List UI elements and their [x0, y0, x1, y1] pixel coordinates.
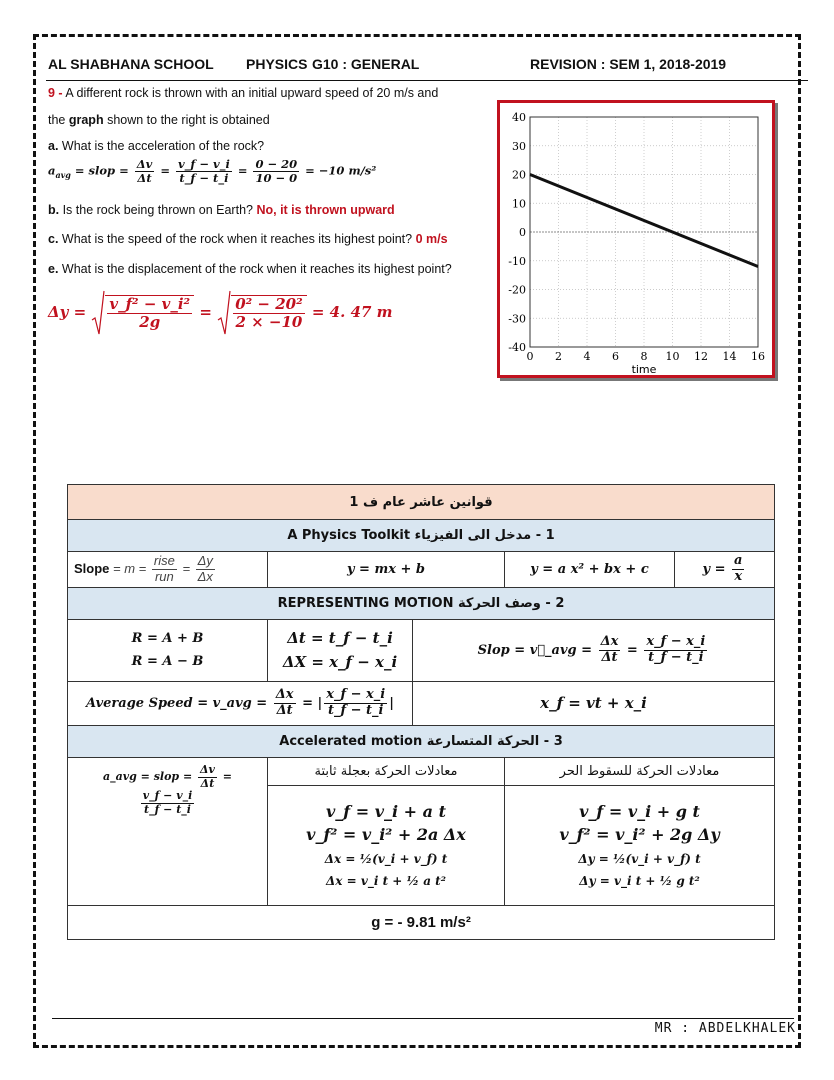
slope-cell: Slope = m = $\frac{\text{rise}}{\text{run}}$ = $\frac{\Delta y}{\Delta x}$ — [68, 552, 268, 588]
section-2-row — [68, 587, 775, 619]
equals-sign: = — [199, 303, 212, 321]
part-b-question — [48, 203, 395, 217]
author-footer: MR : ABDELKHALEK — [654, 1021, 796, 1036]
part-c-label: c. — [48, 232, 59, 246]
question-text-a: the — [48, 113, 69, 127]
section-3-title: 3 - الحركة المتسارعة Accelerated motion — [68, 725, 775, 757]
aavg-cell: a_avg = slop = $\frac{\Delta v}{\Delta t}$ = $\frac{v\_f - v\_i}{t\_f - t\_i}$ — [68, 757, 268, 905]
revision-label: REVISION : SEM 1, 2018-2019 — [530, 56, 727, 72]
fraction-values — [253, 158, 299, 185]
aavg-frac-1 — [198, 764, 217, 790]
delta-cell — [268, 619, 413, 681]
x-tick-label: 4 — [583, 350, 591, 363]
physics-laws-table — [67, 484, 775, 940]
fraction-vf2-vi2 — [107, 296, 192, 332]
frac-num: Δv — [200, 762, 215, 776]
vector-difference: R = A − B — [131, 654, 204, 670]
aavg-symbol: a — [48, 163, 56, 178]
x-tick-label: 12 — [694, 350, 708, 363]
gravity-value: g = - 9.81 m/s² — [68, 905, 775, 939]
constant-acceleration-equations — [268, 785, 505, 905]
laws-title-row — [68, 485, 775, 520]
free-fall-equations — [505, 785, 775, 905]
fraction-dv-dt — [135, 158, 155, 185]
vector-sum: R = A + B — [131, 631, 204, 647]
fraction-values-e — [233, 296, 304, 332]
vector-cell — [68, 619, 268, 681]
question-line-1 — [48, 86, 438, 100]
part-b-text: Is the rock being thrown on Earth? — [59, 203, 253, 217]
delta-t: Δt = t_f − t_i — [287, 629, 393, 648]
frac-den: t_f − t_i — [144, 802, 191, 816]
x-tick-label: 16 — [751, 350, 765, 363]
laws-title: قوانين عاشر عام ف 1 — [68, 485, 775, 520]
frac-den: Δx — [197, 568, 213, 584]
frac-num: x_f − x_i — [646, 633, 706, 649]
aavg-left: a_avg = slop = — [103, 770, 196, 784]
frac-num: v_f − v_i — [142, 789, 193, 803]
ca-eq-1: v_f = v_i + a t — [326, 802, 446, 822]
section-3-row — [68, 725, 775, 757]
frac-num: v_f² − v_i² — [109, 294, 191, 313]
frac-den: Δt — [601, 649, 618, 665]
acceleration-result: = −10 m/s² — [305, 163, 377, 178]
part-e-text: What is the displacement of the rock when it reaches its highest point? — [58, 262, 452, 276]
avg-speed-left: Average Speed = v_avg = — [86, 695, 272, 711]
y-tick-label: -10 — [508, 254, 526, 268]
header-divider — [46, 80, 808, 81]
ff-eq-1: v_f = v_i + g t — [579, 802, 700, 822]
question-number: 9 - — [48, 86, 63, 100]
slope-label: Slope — [74, 560, 110, 576]
school-name: AL SHABHANA SCHOOL — [48, 56, 214, 72]
frac-num: Δx — [600, 633, 619, 649]
quadratic-equation: y = a x² + bx + c — [505, 552, 675, 588]
x-tick-label: 14 — [722, 350, 737, 363]
part-a-question — [48, 139, 264, 153]
aavg-subscript: avg — [55, 170, 71, 181]
y-tick-label: 10 — [512, 197, 526, 211]
frac-num: Δx — [275, 686, 294, 702]
avg-speed-frac-1 — [274, 688, 296, 719]
frac-den: Δt — [200, 776, 215, 790]
page-header — [48, 56, 808, 78]
y-tick-label: -30 — [508, 312, 526, 326]
ca-eq-4: Δx = v_i t + ½ a t² — [326, 874, 446, 889]
x-tick-label: 8 — [640, 350, 648, 363]
part-a-label: a. — [48, 139, 59, 153]
velocity-time-chart — [497, 100, 775, 378]
ff-eq-2: v_f² = v_i² + 2g Δy — [559, 825, 720, 845]
vavg-frac-2 — [644, 635, 707, 666]
part-c-question — [48, 232, 448, 246]
x-tick-label: 10 — [665, 350, 680, 363]
toolkit-row — [68, 552, 775, 588]
vavg-frac-1 — [599, 635, 621, 666]
constant-acceleration-title: معادلات الحركة بعجلة ثابتة — [268, 757, 505, 785]
frac-num: a — [734, 553, 743, 568]
delta-y-symbol: Δy = — [48, 303, 87, 321]
avg-speed-frac-2 — [324, 688, 387, 719]
frac-den: t_f − t_i — [179, 171, 229, 186]
accel-header-row — [68, 757, 775, 785]
footer-divider — [52, 1018, 794, 1019]
rise-run — [152, 554, 177, 585]
frac-den: Δt — [276, 702, 293, 718]
gravity-row — [68, 905, 775, 939]
frac-num: rise — [153, 553, 175, 568]
slop-text: = slop = — [70, 163, 133, 178]
slope-eq: = m = — [109, 560, 150, 576]
fraction-vf-vi — [176, 158, 232, 185]
x-tick-label: 0 — [526, 350, 534, 363]
ff-eq-4: Δy = v_i t + ½ g t² — [579, 874, 700, 889]
part-e-equation — [48, 290, 393, 336]
section-1-title: 1 - مدخل الى الفيزياء A Physics Toolkit — [68, 520, 775, 552]
question-line-2 — [48, 113, 270, 127]
part-a-equation: $a_{avg}$ = slop = $\frac{\Delta v}{\Delta t}$ = $\frac{v\_f - v\_i}{t\_f - t\_i}$ = $\frac{0 - 20}{10 - 0}$ = −10 m/s² — [48, 157, 377, 186]
frac-den: 2 × −10 — [235, 313, 303, 331]
frac-num: v_f − v_i — [178, 157, 230, 171]
part-e-question — [48, 262, 452, 276]
frac-den: 10 − 0 — [255, 171, 298, 186]
frac-den: t_f − t_i — [327, 702, 384, 718]
part-c-text: What is the speed of the rock when it reaches its highest point? — [58, 232, 413, 246]
motion-row-1 — [68, 619, 775, 681]
part-e-label: e. — [48, 262, 59, 276]
subject-name: PHYSICS — [246, 56, 308, 72]
part-c-answer: 0 m/s — [415, 232, 448, 246]
frac-num: 0² − 20² — [235, 294, 303, 313]
part-a-text: What is the acceleration of the rock? — [58, 139, 265, 153]
inverse-equation — [675, 552, 775, 588]
frac-num: x_f − x_i — [326, 686, 386, 702]
y-tick-label: 0 — [519, 226, 526, 239]
frac-den: Δt — [137, 171, 152, 186]
motion-row-2 — [68, 681, 775, 725]
grade-label: G10 : GENERAL — [312, 56, 420, 72]
vavg-left: Slop = v⃗_avg = — [477, 642, 597, 658]
y-tick-label: 20 — [512, 168, 526, 182]
delta-x: ΔX = x_f − x_i — [282, 653, 398, 672]
displacement-result: = 4. 47 m — [311, 303, 393, 321]
question-graph-word: graph — [68, 113, 104, 127]
sqrt-1 — [91, 290, 194, 336]
frac-den: t_f − t_i — [648, 649, 704, 665]
x-tick-label: 6 — [612, 350, 619, 363]
sqrt-2 — [217, 290, 306, 336]
ca-eq-2: v_f² = v_i² + 2a Δx — [306, 825, 466, 845]
frac-den: x — [734, 568, 743, 584]
x-tick-label: 2 — [555, 350, 562, 363]
y-tick-label: -20 — [508, 283, 526, 297]
free-fall-title: معادلات الحركة للسقوط الحر — [505, 757, 775, 785]
ff-eq-3: Δy = ½(v_i + v_f) t — [578, 852, 701, 867]
y-tick-label: 40 — [512, 111, 526, 124]
frac-num: 0 − 20 — [255, 157, 298, 171]
position-equation: x_f = vt + x_i — [413, 681, 775, 725]
frac-den: run — [154, 568, 174, 584]
part-b-label: b. — [48, 203, 60, 217]
chart-svg — [500, 103, 772, 375]
linear-equation: y = mx + b — [268, 552, 505, 588]
section-1-row — [68, 520, 775, 552]
dy-dx — [196, 554, 215, 585]
inverse-left: y = — [702, 561, 731, 577]
aavg-frac-2 — [141, 790, 195, 816]
section-2-title: 2 - وصف الحركة REPRESENTING MOTION — [68, 587, 775, 619]
x-axis-label: time — [631, 363, 657, 375]
avg-speed-cell: Average Speed = v_avg = $\frac{\Delta x}{\Delta t}$ = | $\frac{x\_f - x\_i}{t\_f - t\_i}$ | — [68, 681, 413, 725]
y-tick-label: -40 — [508, 341, 526, 354]
y-tick-label: 30 — [512, 139, 526, 153]
question-text: A different rock is thrown with an initial upward speed of 20 m/s and — [65, 86, 439, 100]
ca-eq-3: Δx = ½(v_i + v_f) t — [324, 852, 448, 867]
question-text-c: shown to the right is obtained — [103, 113, 270, 127]
vavg-cell: Slop = v⃗_avg = $\frac{\Delta x}{\Delta t}$ = $\frac{x\_f - x\_i}{t\_f - t\_i}$ — [413, 619, 775, 681]
a-over-x — [732, 554, 744, 585]
frac-num: Δy — [197, 553, 213, 568]
frac-den: 2g — [139, 313, 161, 331]
frac-num: Δv — [136, 157, 153, 171]
part-b-answer: No, it is thrown upward — [256, 203, 395, 217]
